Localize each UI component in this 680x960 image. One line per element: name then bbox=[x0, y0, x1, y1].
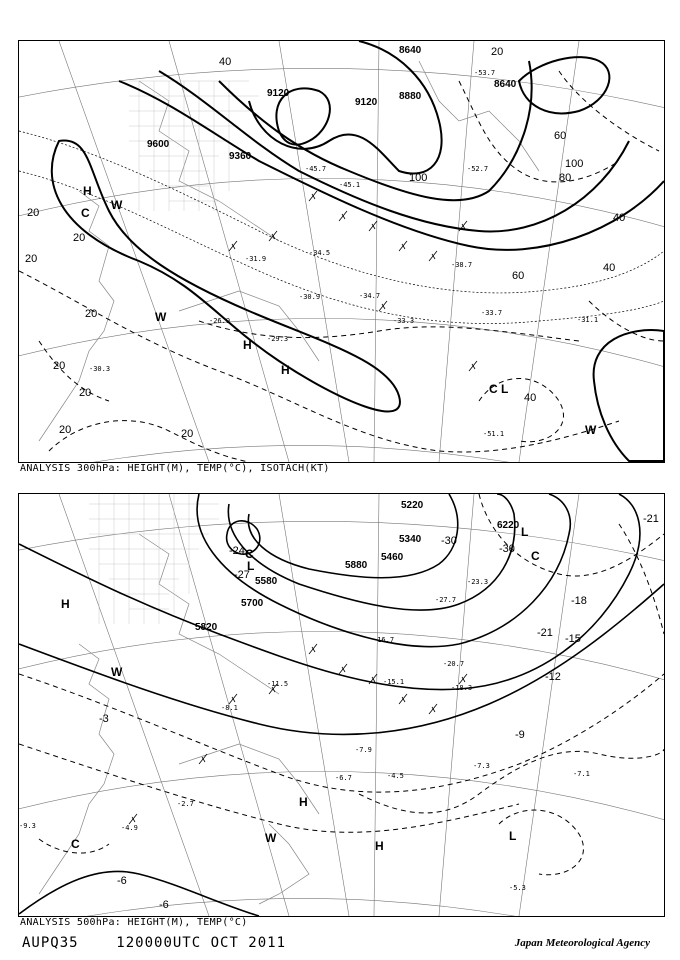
isotach-label: 40 bbox=[613, 212, 626, 224]
analysis-time: 120000UTC OCT 2011 bbox=[116, 935, 287, 951]
height-label: 9120 bbox=[355, 97, 378, 108]
height-label: 5700 bbox=[241, 598, 264, 609]
graticule bbox=[19, 494, 664, 916]
station-temp: -45.7 bbox=[305, 165, 327, 173]
chart-identifier bbox=[22, 935, 286, 951]
height-label: 5880 bbox=[345, 560, 368, 571]
cold-center-marker: C bbox=[531, 549, 540, 563]
isotach-label: 40 bbox=[219, 56, 232, 68]
hatched-area bbox=[89, 494, 219, 624]
height-label: 5820 bbox=[195, 622, 218, 633]
warm-center-marker: W bbox=[111, 665, 123, 679]
temp-contour-label: -21 bbox=[537, 627, 553, 639]
high-pressure-marker: H bbox=[243, 338, 252, 352]
isotach-label: 20 bbox=[25, 253, 38, 265]
coastline bbox=[39, 534, 319, 904]
high-pressure-marker: H bbox=[83, 184, 92, 198]
station-temp: -26.9 bbox=[209, 317, 231, 325]
height-label: 8880 bbox=[399, 91, 422, 102]
isotach-label: 20 bbox=[491, 46, 504, 58]
low-pressure-marker: L bbox=[521, 525, 529, 539]
height-label: 6220 bbox=[497, 520, 520, 531]
station-temp: -34.5 bbox=[309, 249, 331, 257]
station-temp: -31.9 bbox=[245, 255, 267, 263]
isotach-label: 60 bbox=[512, 270, 525, 282]
station-temp: -6.7 bbox=[335, 774, 352, 782]
station-temp: -20.7 bbox=[443, 660, 465, 668]
station-temp: -29.3 bbox=[267, 335, 289, 343]
high-pressure-marker: H bbox=[281, 363, 290, 377]
station-temp: -9.3 bbox=[19, 822, 36, 830]
temp-contour-label: -27 bbox=[234, 569, 250, 581]
station-temp: -45.1 bbox=[339, 181, 361, 189]
temp-contour-label: -18 bbox=[571, 595, 587, 607]
caption-300hpa: ANALYSIS 300hPa: HEIGHT(M), TEMP(°C), ISOTACH(KT) bbox=[20, 463, 330, 474]
height-label: 8640 bbox=[494, 79, 517, 90]
cold-center-marker: C bbox=[71, 837, 80, 851]
station-temp: -31.1 bbox=[577, 316, 599, 324]
isotach-label: 60 bbox=[554, 130, 567, 142]
station-temps bbox=[89, 69, 598, 438]
map-500hpa bbox=[18, 493, 665, 917]
station-temp: -2.7 bbox=[177, 800, 194, 808]
temp-contour-label: -15 bbox=[565, 633, 581, 645]
isotach-contours bbox=[19, 71, 664, 462]
low-pressure-marker: L bbox=[501, 382, 509, 396]
isotach-label: 40 bbox=[524, 392, 537, 404]
cold-center-marker: C bbox=[81, 206, 90, 220]
agency-name: Japan Meteorological Agency bbox=[514, 937, 650, 949]
isotach-label: 80 bbox=[559, 172, 572, 184]
station-temp: -7.1 bbox=[573, 770, 590, 778]
temp-contour-label: -6 bbox=[159, 899, 169, 911]
warm-center-marker: W bbox=[111, 198, 123, 212]
high-pressure-marker: H bbox=[61, 597, 70, 611]
isotach-label: 20 bbox=[181, 428, 194, 440]
station-temp: -52.7 bbox=[467, 165, 489, 173]
warm-center-marker: W bbox=[265, 831, 277, 845]
map-300hpa bbox=[18, 40, 665, 463]
station-temp: -27.7 bbox=[435, 596, 457, 604]
height-labels bbox=[147, 45, 517, 162]
station-temp: -8.1 bbox=[221, 704, 238, 712]
temp-contour-label: -21 bbox=[643, 513, 659, 525]
height-label: 9600 bbox=[147, 139, 170, 150]
station-temp: -23.3 bbox=[467, 578, 489, 586]
height-label: 5340 bbox=[399, 534, 422, 545]
height-label: 9360 bbox=[229, 151, 252, 162]
isotach-label: 100 bbox=[409, 172, 428, 184]
low-pressure-marker: L bbox=[247, 559, 255, 573]
temp-contour-label: -24 bbox=[229, 545, 245, 557]
height-label: 5220 bbox=[401, 500, 424, 511]
station-temp: -16.7 bbox=[373, 636, 395, 644]
isotach-label: 100 bbox=[565, 158, 584, 170]
cold-center-marker: C bbox=[245, 547, 254, 561]
warm-center-marker: W bbox=[585, 423, 597, 437]
height-labels bbox=[195, 500, 520, 633]
height-label: 5460 bbox=[381, 552, 404, 563]
station-temp: -7.3 bbox=[473, 762, 490, 770]
isotach-label: 40 bbox=[603, 262, 616, 274]
station-temp: -34.7 bbox=[359, 292, 381, 300]
station-temp: -5.3 bbox=[509, 884, 526, 892]
height-label: 8640 bbox=[399, 45, 422, 56]
station-temp: -11.5 bbox=[267, 680, 289, 688]
station-temp: -4.9 bbox=[121, 824, 138, 832]
station-temp: -7.9 bbox=[355, 746, 372, 754]
temp-contour-label: -3 bbox=[99, 713, 109, 725]
temp-contour-label: -30 bbox=[441, 535, 457, 547]
station-temp: -53.7 bbox=[474, 69, 496, 77]
cold-center-marker: C bbox=[489, 382, 498, 396]
station-temp: -4.5 bbox=[387, 772, 404, 780]
station-temp: -33.7 bbox=[481, 309, 503, 317]
temp-contour-label: -6 bbox=[117, 875, 127, 887]
isotach-label: 20 bbox=[73, 232, 86, 244]
isotach-label: 20 bbox=[79, 387, 92, 399]
wind-barbs bbox=[229, 191, 477, 371]
temp-contours bbox=[19, 494, 664, 875]
station-temp: -15.1 bbox=[383, 678, 405, 686]
map-300hpa-svg bbox=[19, 41, 664, 462]
wind-barbs bbox=[129, 644, 467, 824]
isotach-label: 20 bbox=[59, 424, 72, 436]
temp-contour-label: -30 bbox=[499, 543, 515, 555]
height-contours bbox=[19, 494, 664, 916]
system-markers bbox=[81, 184, 597, 437]
height-label: 9120 bbox=[267, 88, 290, 99]
high-pressure-marker: H bbox=[299, 795, 308, 809]
temp-contour-label: -12 bbox=[545, 671, 561, 683]
station-temp: -30.3 bbox=[89, 365, 111, 373]
station-temp: -33.3 bbox=[393, 317, 415, 325]
caption-500hpa: ANALYSIS 500hPa: HEIGHT(M), TEMP(°C) bbox=[20, 917, 248, 928]
station-temp: -30.9 bbox=[299, 293, 321, 301]
map-500hpa-svg bbox=[19, 494, 664, 916]
chart-code: AUPQ35 bbox=[22, 935, 79, 951]
station-temp: -38.7 bbox=[451, 261, 473, 269]
warm-center-marker: W bbox=[155, 310, 167, 324]
low-pressure-marker: L bbox=[509, 829, 517, 843]
high-pressure-marker: H bbox=[375, 839, 384, 853]
height-label: 5580 bbox=[255, 576, 278, 587]
isotach-label: 20 bbox=[85, 308, 98, 320]
station-temp: -18.3 bbox=[451, 684, 473, 692]
isotach-label: 20 bbox=[27, 207, 40, 219]
temp-contour-label: -9 bbox=[515, 729, 525, 741]
isotach-label: 20 bbox=[53, 360, 66, 372]
station-temp: -51.1 bbox=[483, 430, 505, 438]
